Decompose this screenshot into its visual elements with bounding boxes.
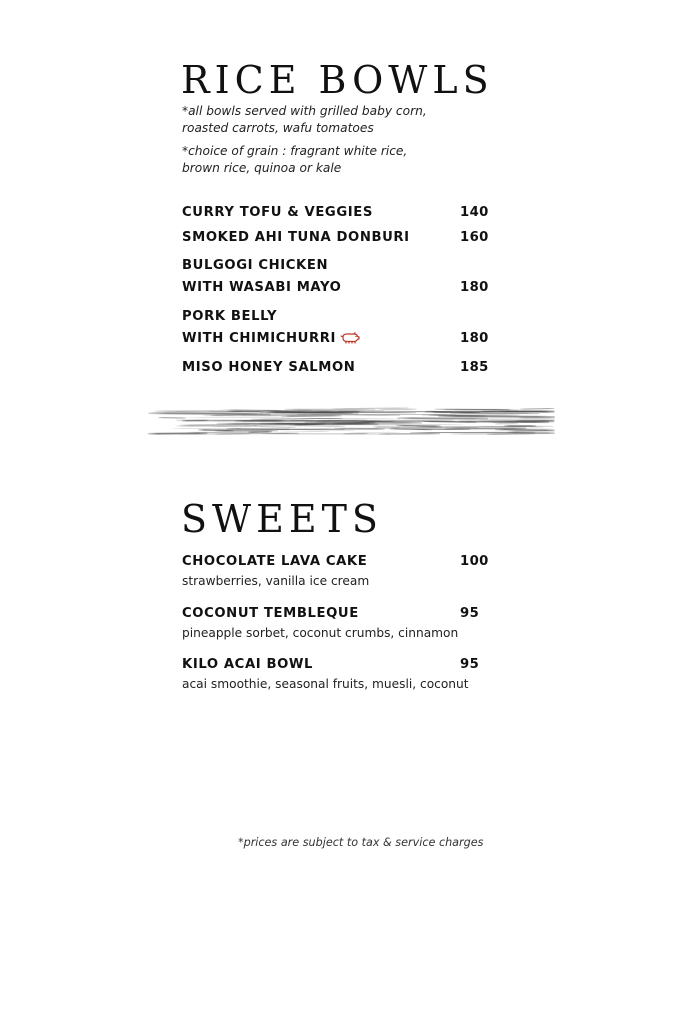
item-price: 95: [460, 657, 480, 672]
item-price: 180: [460, 331, 489, 346]
brush-texture-line: [499, 429, 554, 430]
item-name-line1: BULGOGI CHICKEN: [182, 258, 329, 273]
brush-texture-line: [282, 416, 341, 417]
item-name-line2: WITH CHIMICHURRI: [182, 331, 336, 346]
item-description: acai smoothie, seasonal fruits, muesli, coconut: [182, 677, 469, 691]
brush-texture-line: [228, 411, 264, 412]
brush-texture-line: [488, 434, 536, 435]
item-name: COCONUT TEMBLEQUE: [182, 606, 359, 621]
brush-texture-line: [398, 418, 487, 419]
brush-texture-line: [159, 418, 186, 419]
item-name: MISO HONEY SALMON: [182, 360, 356, 375]
rice-bowls-title: RICE BOWLS: [181, 58, 494, 102]
item-name-line2-row: [182, 331, 360, 348]
item-price: 185: [460, 360, 489, 375]
brush-texture-line: [374, 427, 399, 428]
item-name: CURRY TOFU & VEGGIES: [182, 205, 373, 220]
pig-icon: [340, 332, 360, 348]
brush-texture-line: [242, 415, 307, 416]
bowls-served-note: [182, 103, 482, 137]
brush-texture-line: [216, 433, 251, 434]
grain-choice-note-line2: brown rice, quinoa or kale: [182, 161, 342, 175]
brush-texture-line: [498, 412, 554, 413]
brush-texture-line: [229, 410, 282, 411]
brush-texture-line: [379, 409, 416, 410]
brush-texture-line: [181, 424, 249, 425]
brush-texture-line: [188, 432, 257, 433]
item-price: 180: [460, 280, 489, 295]
brush-texture-line: [279, 432, 329, 433]
brush-texture-line: [199, 430, 233, 431]
grain-choice-note-line1: *choice of grain : fragrant white rice,: [182, 144, 408, 158]
item-name-line1: PORK BELLY: [182, 309, 278, 324]
item-description: strawberries, vanilla ice cream: [182, 574, 370, 588]
brush-texture-line: [520, 409, 554, 410]
brush-texture-line: [460, 421, 549, 422]
brush-texture-line: [261, 413, 358, 414]
item-price: 160: [460, 230, 489, 245]
grain-choice-note: [182, 143, 482, 177]
brush-stroke-divider: [148, 406, 556, 442]
item-name: SMOKED AHI TUNA DONBURI: [182, 230, 410, 245]
item-name: KILO ACAI BOWL: [182, 657, 314, 672]
bowls-served-note-line1: *all bowls served with grilled baby corn,: [182, 104, 427, 118]
price-disclaimer: *prices are subject to tax & service charges: [238, 836, 484, 849]
item-name: CHOCOLATE LAVA CAKE: [182, 554, 368, 569]
brush-texture-line: [397, 426, 440, 427]
brush-texture-line: [153, 413, 263, 414]
sweets-title: SWEETS: [181, 497, 383, 541]
bowls-served-note-line2: roasted carrots, wafu tomatoes: [182, 121, 374, 135]
item-price: 95: [460, 606, 480, 621]
item-description: pineapple sorbet, coconut crumbs, cinnamon: [182, 626, 459, 640]
item-price: 140: [460, 205, 489, 220]
item-name-line2: WITH WASABI MAYO: [182, 280, 342, 295]
brush-texture-line: [245, 425, 318, 426]
item-price: 100: [460, 554, 489, 569]
